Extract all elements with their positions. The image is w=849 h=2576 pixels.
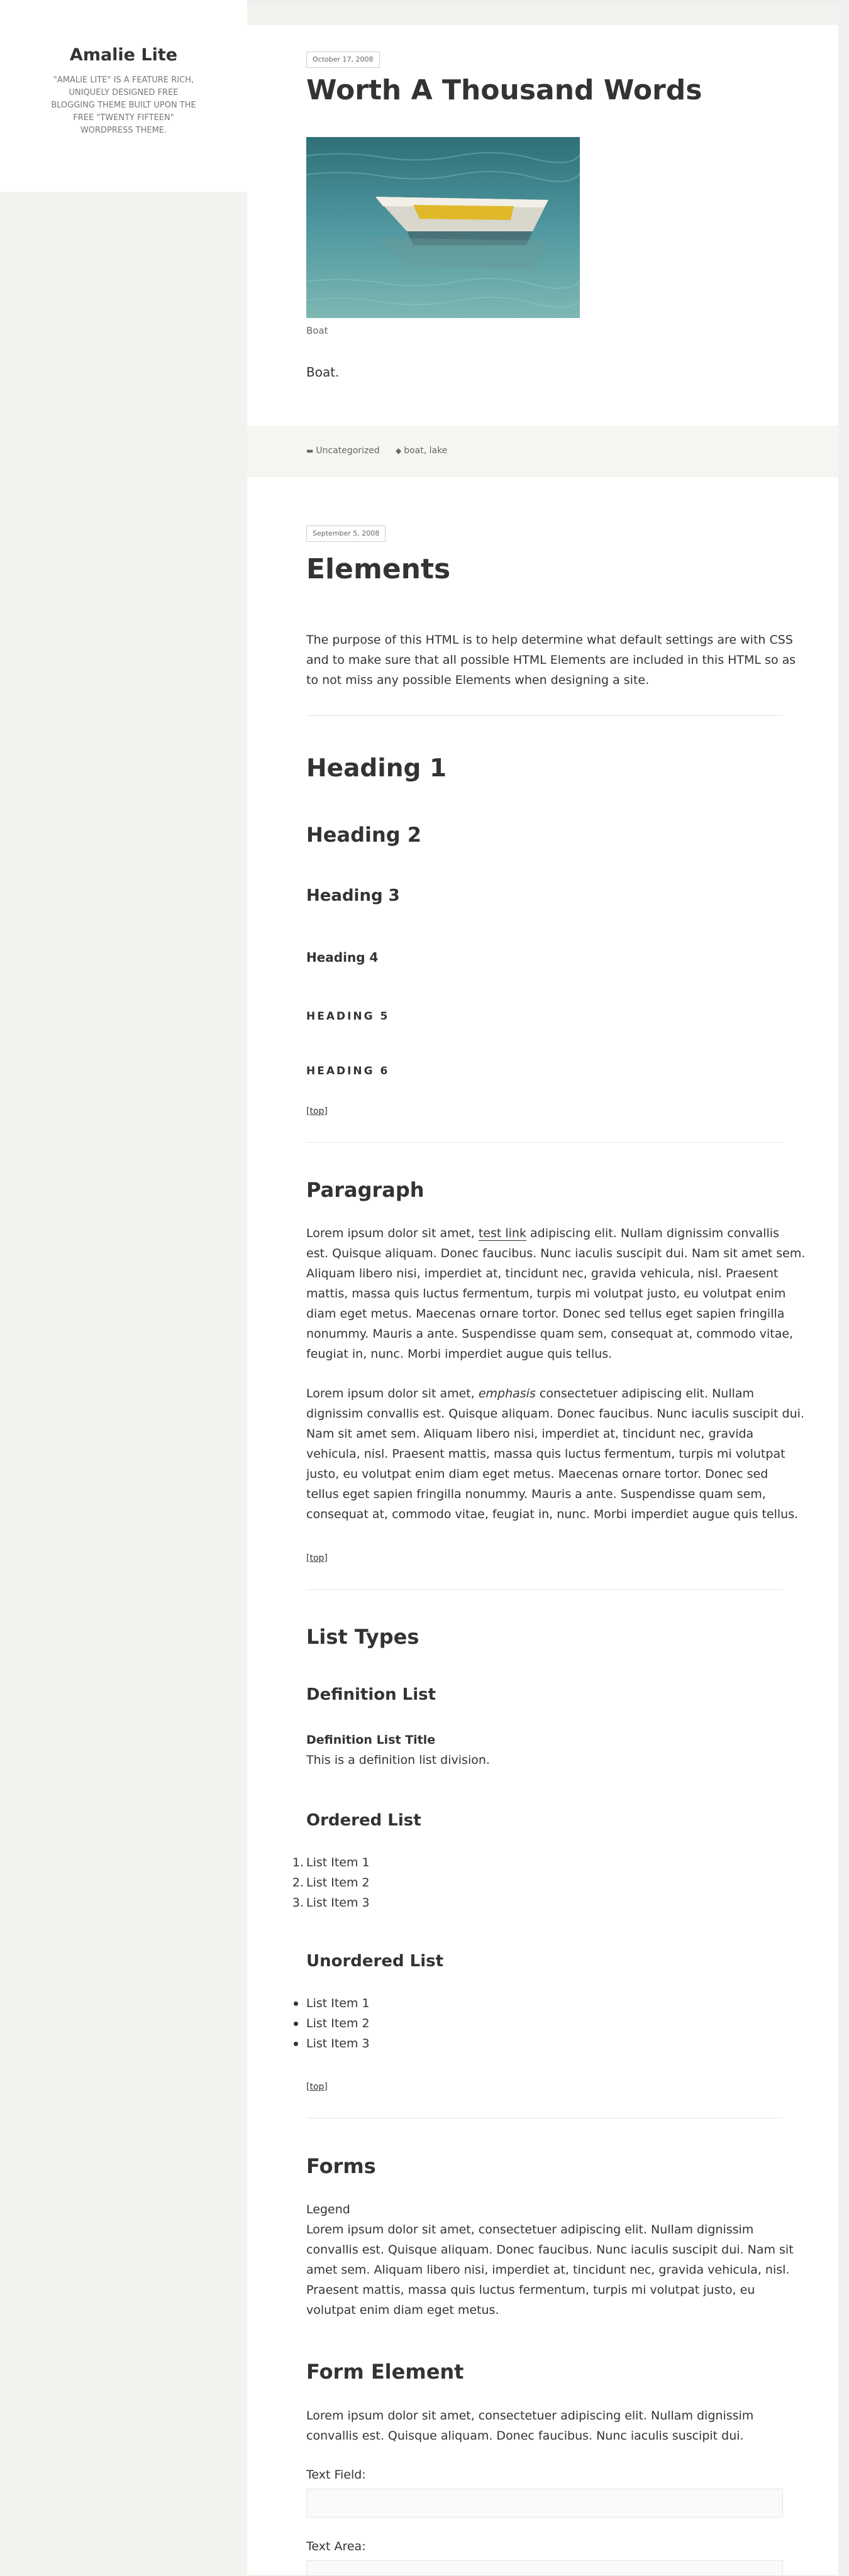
form-element-text: Lorem ipsum dolor sit amet, consectetuer adipiscing elit. Nullam dignissim bbox=[306, 2409, 754, 2423]
legend-text-line: Lorem ipsum dolor sit amet, consectetuer adipiscing elit. Nullam dignissim bbox=[306, 2223, 754, 2237]
intro-line: to not miss any possible Elements when designing a site. bbox=[306, 673, 650, 687]
heading-3: Heading 3 bbox=[306, 886, 400, 905]
form-element-text: convallis est. Quisque aliquam. Donec faucibus. Nunc iaculis suscipit dui. bbox=[306, 2429, 744, 2443]
heading-6: HEADING 6 bbox=[306, 1065, 390, 1077]
section-title-paragraph: Paragraph bbox=[306, 1178, 425, 1202]
divider bbox=[306, 1589, 783, 1590]
heading-1: Heading 1 bbox=[306, 754, 447, 783]
unordered-list-item: List Item 1 bbox=[306, 1996, 370, 2010]
section-title-forms: Forms bbox=[306, 2154, 376, 2178]
paragraph-line: nonummy. Mauris a ante. Suspendisse quam sem, consequat at, commodo vitae, bbox=[306, 1327, 794, 1341]
form-element-title: Form Element bbox=[306, 2360, 464, 2384]
top-link[interactable]: [top] bbox=[306, 1553, 328, 1563]
post-worth-a-thousand-words bbox=[247, 25, 838, 426]
image-caption: Boat bbox=[306, 325, 328, 336]
site-title[interactable]: Amalie Lite bbox=[69, 45, 178, 65]
heading-4: Heading 4 bbox=[306, 950, 379, 965]
folder-icon: ▬ bbox=[306, 446, 314, 455]
ordered-list-item: 1. List Item 1 bbox=[292, 1856, 370, 1869]
boat-image[interactable] bbox=[306, 137, 580, 318]
divider bbox=[306, 715, 783, 716]
text-area-label: Text Area: bbox=[306, 2540, 366, 2553]
category-link[interactable]: Uncategorized bbox=[316, 446, 380, 456]
post-elements bbox=[247, 477, 838, 2575]
fieldset-legend: Legend bbox=[306, 2203, 350, 2216]
paragraph-line: Aliquam libero nisi, imperdiet at, tincidunt nec, gravida vehicula, nisl. Praesent bbox=[306, 1267, 779, 1280]
ordered-list-title: Ordered List bbox=[306, 1811, 421, 1830]
divider bbox=[306, 1142, 783, 1143]
post-footer-meta bbox=[247, 426, 838, 477]
ordered-list-item: 3. List Item 3 bbox=[292, 1896, 370, 1910]
heading-2: Heading 2 bbox=[306, 823, 422, 847]
paragraph-line: Nam sit amet sem. Aliquam libero nisi, imperdiet at, tincidunt nec, gravida bbox=[306, 1427, 754, 1441]
paragraph-line: dignissim convallis est. Quisque aliquam. Donec faucibus. Nunc iaculis suscipit dui. bbox=[306, 1407, 804, 1421]
text-field-input[interactable] bbox=[306, 2489, 783, 2518]
unordered-list-item: List Item 2 bbox=[306, 2017, 370, 2030]
emphasis-text: emphasis bbox=[478, 1387, 536, 1401]
post-excerpt: Boat. bbox=[306, 365, 340, 380]
ordered-list-item: 2. List Item 2 bbox=[292, 1876, 370, 1890]
intro-line: The purpose of this HTML is to help determine what default settings are with CSS bbox=[306, 633, 793, 647]
post-tags[interactable] bbox=[396, 446, 447, 456]
post-date[interactable]: September 5, 2008 bbox=[306, 526, 386, 542]
unordered-list-item: List Item 3 bbox=[306, 2037, 370, 2050]
tags-link[interactable]: boat, lake bbox=[404, 446, 448, 456]
paragraph-line: Lorem ipsum dolor sit amet, emphasis consectetuer adipiscing elit. Nullam bbox=[306, 1387, 755, 1401]
paragraph-line: justo, eu volutpat enim diam eget metus. Maecenas ornare tortor. Donec sed bbox=[306, 1467, 769, 1481]
page-scrollbar[interactable] bbox=[838, 0, 849, 2575]
paragraph-line: diam eget metus. Maecenas ornare tortor. Donec sed tellus eget sapien fringilla bbox=[306, 1307, 785, 1321]
top-link[interactable]: [top] bbox=[306, 1106, 328, 1116]
legend-text-line: volutpat enim diam eget metus. bbox=[306, 2303, 499, 2317]
test-link[interactable]: test link bbox=[478, 1226, 526, 1240]
text-field-label: Text Field: bbox=[306, 2468, 366, 2482]
definition-list-title: Definition List bbox=[306, 1685, 436, 1704]
paragraph-line: Lorem ipsum dolor sit amet, test link adipiscing elit. Nullam dignissim convallis bbox=[306, 1226, 779, 1240]
legend-text-line: convallis est. Quisque aliquam. Donec faucibus. Nunc iaculis suscipit dui. Nam sit bbox=[306, 2243, 794, 2257]
paragraph-line: vehicula, nisl. Praesent mattis, massa quis luctus fermentum, turpis mi volutpat bbox=[306, 1447, 785, 1461]
paragraph-line: mattis, massa quis luctus fermentum, turpis mi volutpat justo, eu volutpat enim bbox=[306, 1287, 786, 1301]
section-title-list-types: List Types bbox=[306, 1625, 419, 1649]
post-category[interactable] bbox=[306, 446, 380, 456]
tag-icon: ◆ bbox=[396, 446, 402, 455]
legend-text-line: amet sem. Aliquam libero nisi, imperdiet at, tincidunt nec, gravida vehicula, nisl. bbox=[306, 2263, 790, 2277]
intro-line: and to make sure that all possible HTML Elements are included in this HTML so as bbox=[306, 653, 796, 667]
heading-5: HEADING 5 bbox=[306, 1010, 390, 1023]
post-title[interactable]: Elements bbox=[306, 553, 451, 585]
site-header bbox=[0, 0, 247, 192]
post-date[interactable]: October 17, 2008 bbox=[306, 52, 380, 68]
site-description: "AMALIE LITE" IS A FEATURE RICH, UNIQUELY DESIGNED FREE BLOGGING THEME BUILT UPON THE FREE "TWENTY FIFTEEN" WORDPRESS THEME. bbox=[51, 75, 196, 135]
paragraph-line: est. Quisque aliquam. Donec faucibus. Nunc iaculis suscipit dui. Nam sit amet sem. bbox=[306, 1247, 806, 1260]
definition-term: Definition List Title bbox=[306, 1733, 436, 1747]
top-link[interactable]: [top] bbox=[306, 2082, 328, 2092]
paragraph-line: consequat at, commodo vitae, feugiat in, nunc. Morbi imperdiet augue quis tellus. bbox=[306, 1507, 799, 1521]
text-area-input[interactable] bbox=[306, 2560, 783, 2576]
paragraph-line: tellus eget sapien fringilla nonummy. Mauris a ante. Suspendisse quam sem, bbox=[306, 1487, 766, 1501]
post-title[interactable]: Worth A Thousand Words bbox=[306, 74, 702, 106]
definition-description: This is a definition list division. bbox=[306, 1753, 490, 1767]
paragraph-line: feugiat in, nunc. Morbi imperdiet augue quis tellus. bbox=[306, 1347, 613, 1361]
unordered-list-title: Unordered List bbox=[306, 1952, 444, 1971]
legend-text-line: Praesent mattis, massa quis luctus fermentum, turpis mi volutpat justo, eu bbox=[306, 2283, 755, 2297]
